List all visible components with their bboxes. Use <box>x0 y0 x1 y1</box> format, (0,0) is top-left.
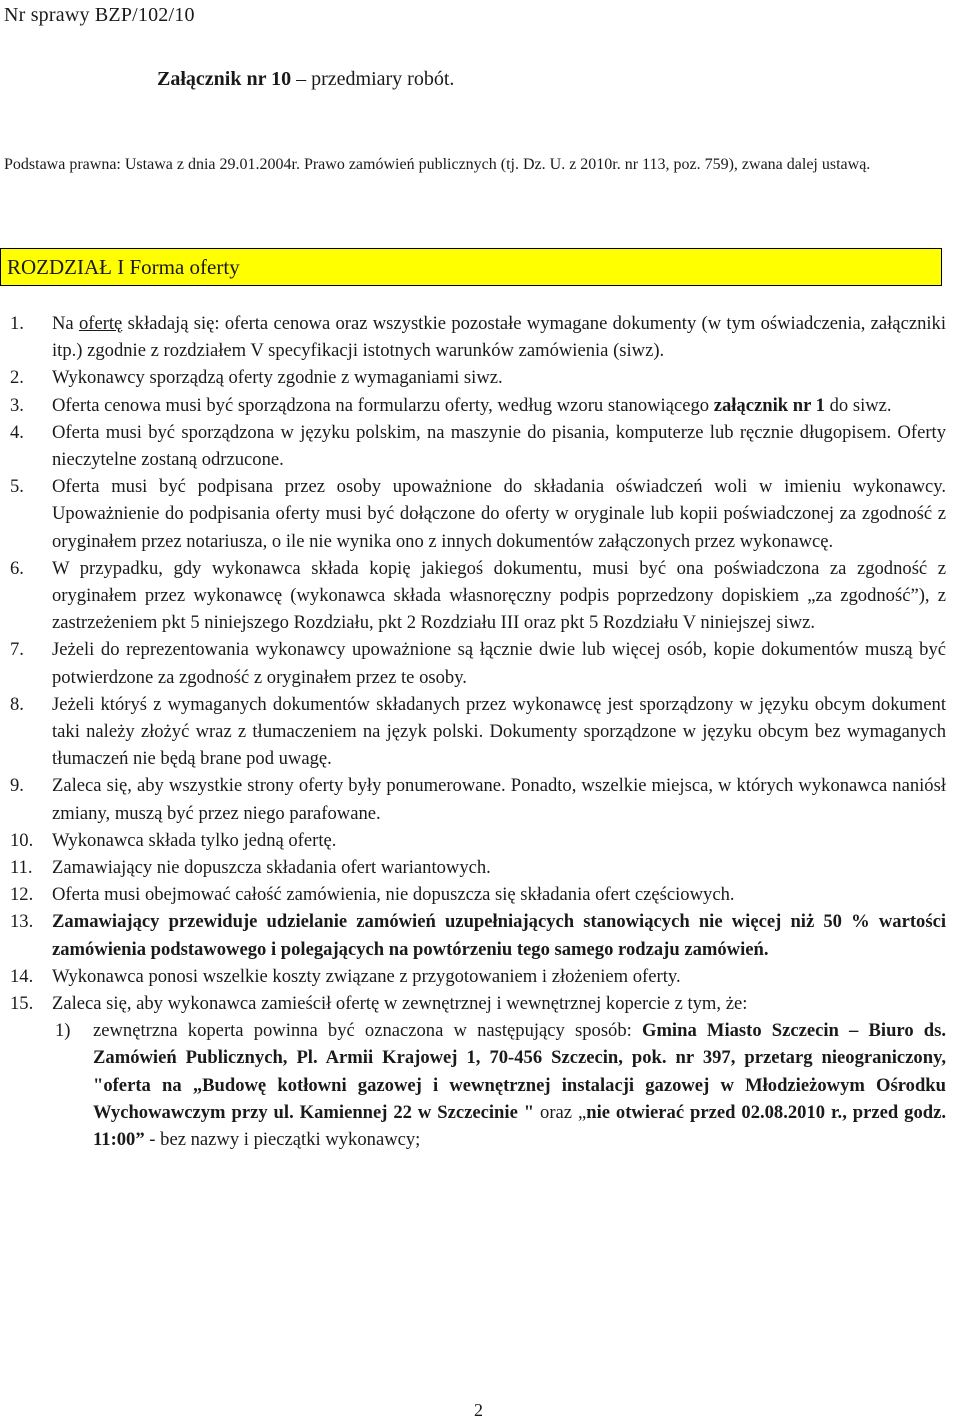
item-number: 10. <box>10 829 34 851</box>
item-text: Zaleca się, aby wszystkie strony oferty były ponumerowane. Ponadto, wszelkie miejsca, w których wykonawca naniósł zmiany, muszą być przez niego parafowane. <box>52 775 946 824</box>
item-underlined-word: ofertę <box>78 313 123 334</box>
sub-item-text-part: - bez nazwy i pieczątki wykonawcy; <box>144 1129 421 1151</box>
item-text: W przypadku, gdy wykonawca składa kopię jakiegoś dokumentu, musi być ona poświadczona za zgodność z oryginałem przez wykonawcę (wykonawca składa własnoręczny podpis poprzedzony dopiskiem „za zgodność”), z zastrzeżeniem pkt 5 niniejszego Rozdziału, pkt 2 Rozdziału III oraz pkt 5 Rozdziału V niniejszej siwz. <box>52 557 946 634</box>
sub-item-text-part: oraz „ <box>534 1101 587 1123</box>
item-number: 6. <box>10 557 24 579</box>
item-number: 12. <box>10 884 34 906</box>
sub-list-item <box>0 1017 946 1153</box>
list-item <box>0 772 946 826</box>
item-text: Jeżeli do reprezentowania wykonawcy upoważnione są łącznie dwie lub więcej osób, kopie dokumentów muszą być potwierdzone za zgodność z oryginałem przez te osoby. <box>52 639 946 688</box>
list-item <box>0 691 946 773</box>
item-number: 7. <box>10 639 24 661</box>
sub-item-number: 1) <box>55 1020 71 1042</box>
item-number: 4. <box>10 421 24 443</box>
item-text: Wykonawcy sporządzą oferty zgodnie z wymaganiami siwz. <box>52 367 503 389</box>
item-number: 11. <box>10 857 33 879</box>
list-item <box>0 908 946 962</box>
annex-title-rest: – przedmiary robót. <box>291 68 455 90</box>
annex-title-bold: Załącznik nr 10 <box>157 68 292 90</box>
item-number: 14. <box>10 965 34 987</box>
list-item <box>0 636 946 690</box>
item-number: 1. <box>10 313 24 334</box>
requirements-list <box>0 310 946 1153</box>
item-text-part: Oferta cenowa musi być sporządzona na formularzu oferty, według wzoru stanowiącego <box>52 394 714 416</box>
list-item <box>0 364 946 391</box>
list-item <box>0 310 946 364</box>
item-bold-text: Zamawiający przewiduje udzielanie zamówień uzupełniających stanowiących nie więcej niż 50 % wartości zamówienia podstawowego i polegających na powtórzeniu tego samego rodzaju zamówień. <box>52 911 946 960</box>
item-number: 8. <box>10 693 24 715</box>
sub-item-bold-deadline: nie otwierać przed 02.08.2010 r., przed godz. 11:00” <box>93 1101 947 1151</box>
sub-item-text-part: zewnętrzna koperta powinna być oznaczona w następujący sposób: <box>93 1020 642 1042</box>
list-item <box>0 473 946 555</box>
item-number: 3. <box>10 394 24 416</box>
case-number: Nr sprawy BZP/102/10 <box>4 4 195 26</box>
section-title: ROZDZIAŁ I Forma oferty <box>7 255 240 279</box>
item-text: Wykonawca ponosi wszelkie koszty związane z przygotowaniem i złożeniem oferty. <box>52 965 681 987</box>
list-item <box>0 854 946 881</box>
item-text: Oferta musi być sporządzona w języku polskim, na maszynie do pisania, komputerze lub ręcznie długopisem. Oferty nieczytelne zostaną odrzucone. <box>52 421 946 471</box>
item-number: 13. <box>10 911 34 933</box>
list-item <box>0 827 946 854</box>
item-text-part: Na <box>52 313 79 334</box>
item-text: Wykonawca składa tylko jedną ofertę. <box>52 829 337 851</box>
list-item <box>0 555 946 637</box>
item-text: Zamawiający nie dopuszcza składania ofert wariantowych. <box>52 857 491 879</box>
item-text-part: składają się: oferta cenowa oraz wszystkie pozostałe wymagane dokumenty (w tym oświadczenia, załączniki itp.) zgodnie z rozdziałem V specyfikacji istotnych warunków zamówienia (siwz). <box>52 313 946 362</box>
list-item <box>0 419 946 473</box>
list-item <box>0 392 946 419</box>
list-item <box>0 881 946 908</box>
legal-basis: Podstawa prawna: Ustawa z dnia 29.01.2004r. Prawo zamówień publicznych (tj. Dz. U. z 2010r. nr 113, poz. 759), zwana dalej ustawą. <box>4 156 871 173</box>
item-text: Zaleca się, aby wykonawca zamieścił ofertę w zewnętrznej i wewnętrznej kopercie z tym, że: <box>52 993 748 1015</box>
item-number: 15. <box>10 993 34 1015</box>
section-header-box <box>0 248 942 286</box>
list-item <box>0 990 946 1017</box>
item-number: 5. <box>10 476 24 498</box>
item-number: 2. <box>10 367 24 389</box>
item-text: Oferta musi być podpisana przez osoby upoważnione do składania oświadczeń woli w imieniu wykonawcy. Upoważnienie do podpisania oferty musi być dołączone do oferty w oryginale lub kopii poświadczonej za zgodność z oryginałem przez notariusza, o ile nie wynika ono z innych dokumentów załączonych przez wykonawcę. <box>52 476 946 552</box>
list-item <box>0 963 946 990</box>
item-text-part: do siwz. <box>824 394 892 416</box>
item-text: Oferta musi obejmować całość zamówienia, nie dopuszcza się składania ofert częściowych. <box>52 884 735 906</box>
item-bold-text: załącznik nr 1 <box>713 394 825 416</box>
sub-item-bold-address: Gmina Miasto Szczecin – Biuro ds. Zamówień Publicznych, Pl. Armii Krajowej 1, 70-456 Szczecin, pok. nr 397, przetarg nieograniczony, "oferta na „Budowę kotłowni gazowej i wewnętrznej instalacji gazowej w Młodzieżowym Ośrodku Wychowawczym przy ul. Kamiennej 22 w Szczecinie " <box>93 1020 946 1123</box>
item-text: Jeżeli któryś z wymaganych dokumentów składanych przez wykonawcę jest sporządzony w języku obcym dokument taki należy złożyć wraz z tłumaczeniem na język polski. Dokumenty sporządzone w języku obcym bez wymaganych tłumaczeń nie będą brane pod uwagę. <box>52 693 946 770</box>
page-number: 2 <box>474 1400 483 1420</box>
item-number: 9. <box>10 775 24 797</box>
annex-title <box>157 68 454 91</box>
